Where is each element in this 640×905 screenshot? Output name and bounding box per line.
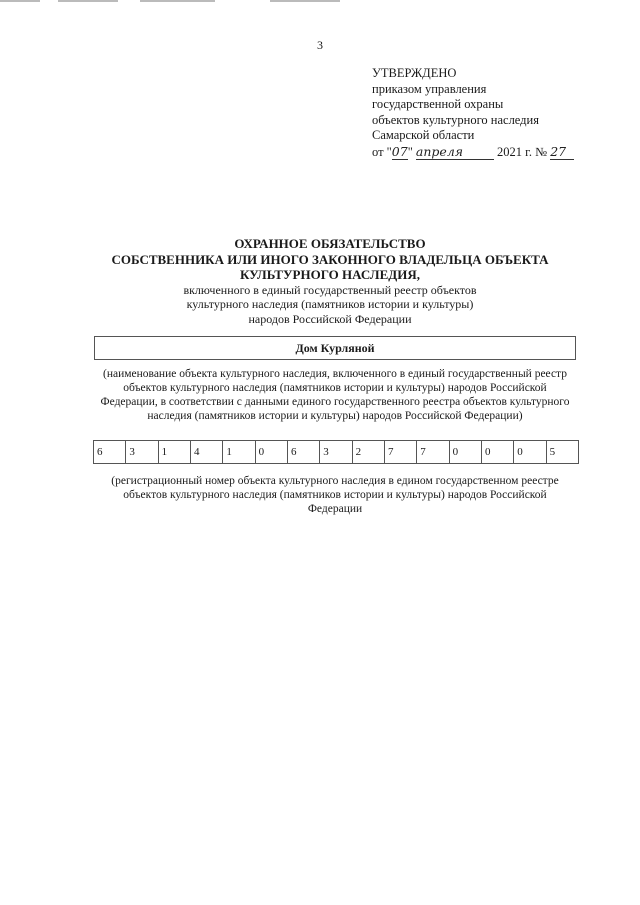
handwritten-order-number: 27 [550,144,574,161]
subtitle-line: культурного наследия (памятников истории и культуры) [186,297,474,311]
approval-line: приказом управления [372,81,487,96]
approval-block [372,66,574,160]
registration-digit-cell: 0 [514,441,546,463]
registration-digit-cell: 0 [482,441,514,463]
scan-artifact [58,0,118,2]
handwritten-month: апреля [416,144,494,161]
document-title [60,236,600,326]
registration-number-grid [93,440,579,464]
registration-caption: (регистрационный номер объекта культурного наследия в едином государственном реестре объектов культурного наследия (памятников истории и культуры) народов Российской Федерации [111,475,559,515]
registration-digit-cell: 3 [320,441,352,463]
approval-line: Самарской области [372,128,475,142]
page-number: 3 [317,38,323,52]
registration-digit-cell: 0 [256,441,288,463]
handwritten-day: 07 [391,143,408,159]
approval-line: объектов культурного наследия [372,112,539,127]
registration-digit-cell: 7 [417,441,449,463]
object-name-field: Дом Курляной [94,336,576,360]
registration-digit-cell: 1 [223,441,255,463]
title-line: ОХРАННОЕ ОБЯЗАТЕЛЬСТВО [234,236,426,251]
scan-artifact [0,0,40,2]
registration-digit-cell: 6 [94,441,126,463]
scan-artifact [140,0,215,2]
subtitle-line: включенного в единый государственный реестр объектов [183,282,477,297]
object-name-caption: (наименование объекта культурного наследия, включенного в единый государственный реестр объектов культурного наследия (памятников истории и культуры) народов Российской Федерации, в соответствии с данными единого государственного реестра объектов культурного наследия (памятников истории и культуры) народов Российской Федерации) [100,368,570,422]
registration-digit-cell: 7 [385,441,417,463]
registration-digit-cell: 0 [450,441,482,463]
title-line: СОБСТВЕННИКА ИЛИ ИНОГО ЗАКОННОГО ВЛАДЕЛЬЦА ОБЪЕКТА [111,251,549,267]
approval-line: УТВЕРЖДЕНО [372,66,457,80]
subtitle-line: народов Российской Федерации [248,311,412,326]
title-line: КУЛЬТУРНОГО НАСЛЕДИЯ, [240,267,420,282]
registration-digit-cell: 4 [191,441,223,463]
registration-digit-cell: 6 [288,441,320,463]
registration-digit-cell: 5 [549,446,556,458]
registration-digit-cell: 1 [159,441,191,463]
registration-digit-cell: 3 [126,441,158,463]
approval-line: государственной охраны [372,97,504,111]
scan-artifact [270,0,340,2]
approval-date-line: от "07" апреля 2021 г. № 27 [372,144,574,161]
registration-digit-cell: 2 [353,441,385,463]
